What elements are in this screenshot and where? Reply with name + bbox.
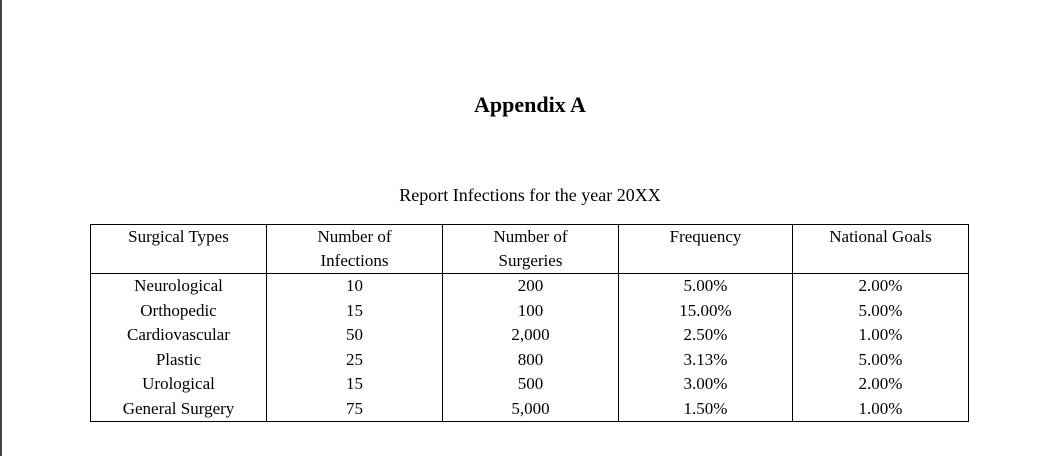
cell-surgeries: 200 — [443, 274, 619, 299]
cell-infections: 25 — [267, 348, 443, 373]
cell-frequency: 1.50% — [619, 397, 793, 422]
page-title-text: Appendix A — [474, 92, 586, 117]
table-row — [91, 299, 969, 324]
table-caption — [0, 184, 1056, 206]
cell-surgeries: 100 — [443, 299, 619, 324]
table-caption-text: Report Infections for the year 20XX — [399, 185, 661, 205]
cell-surgical-type: Orthopedic — [91, 299, 267, 324]
cell-surgical-type: General Surgery — [91, 397, 267, 422]
cell-frequency: 3.13% — [619, 348, 793, 373]
cell-national-goal: 5.00% — [793, 299, 969, 324]
cell-infections: 50 — [267, 323, 443, 348]
cell-surgeries: 5,000 — [443, 397, 619, 422]
cell-frequency: 5.00% — [619, 274, 793, 299]
table-row — [91, 372, 969, 397]
cell-national-goal: 1.00% — [793, 397, 969, 422]
table-header-row — [91, 225, 969, 274]
cell-surgical-type: Neurological — [91, 274, 267, 299]
page-edge-line — [0, 0, 2, 456]
cell-national-goal: 1.00% — [793, 323, 969, 348]
table-row — [91, 348, 969, 373]
header-surgical-types: Surgical Types — [91, 225, 267, 274]
header-national-goals: National Goals — [793, 225, 969, 274]
cell-surgeries: 800 — [443, 348, 619, 373]
cell-frequency: 3.00% — [619, 372, 793, 397]
cell-infections: 15 — [267, 299, 443, 324]
cell-surgical-type: Plastic — [91, 348, 267, 373]
infection-report-table — [90, 224, 969, 422]
cell-surgeries: 500 — [443, 372, 619, 397]
table-row — [91, 323, 969, 348]
header-number-of-infections: Number of Infections — [267, 225, 443, 274]
cell-frequency: 2.50% — [619, 323, 793, 348]
table-row — [91, 274, 969, 299]
table-row — [91, 397, 969, 422]
cell-surgical-type: Urological — [91, 372, 267, 397]
cell-surgeries: 2,000 — [443, 323, 619, 348]
page-title — [0, 92, 1056, 118]
cell-infections: 10 — [267, 274, 443, 299]
cell-surgical-type: Cardiovascular — [91, 323, 267, 348]
cell-national-goal: 2.00% — [793, 274, 969, 299]
cell-national-goal: 2.00% — [793, 372, 969, 397]
header-frequency: Frequency — [619, 225, 793, 274]
cell-frequency: 15.00% — [619, 299, 793, 324]
cell-infections: 75 — [267, 397, 443, 422]
cell-infections: 15 — [267, 372, 443, 397]
cell-national-goal: 5.00% — [793, 348, 969, 373]
header-number-of-surgeries: Number of Surgeries — [443, 225, 619, 274]
